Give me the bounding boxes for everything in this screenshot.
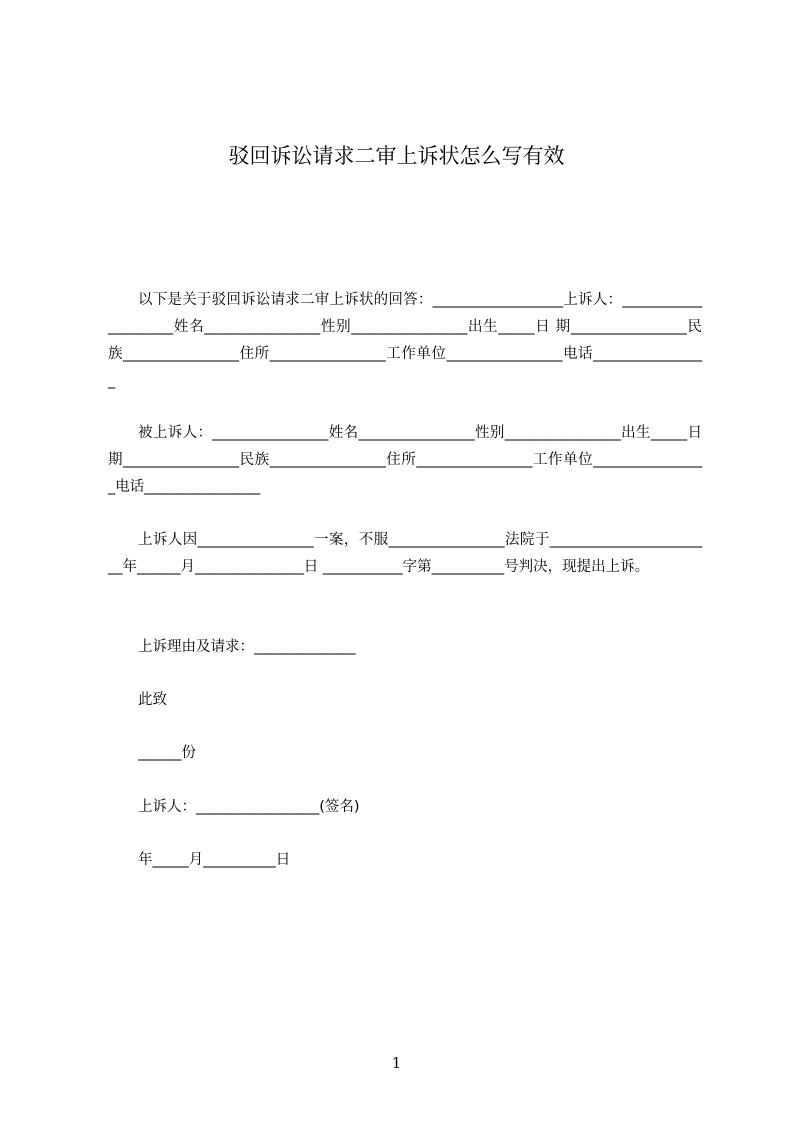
- appeal-reason-line: 上诉理由及请求：______________: [138, 639, 356, 655]
- appeal-statement-paragraph: 上诉人因________________一案，不服________________法院于_______________________年______月_______________日 ___________字第__________号判决，现提出上诉。: [108, 532, 702, 575]
- appellant-info-paragraph: 以下是关于驳回诉讼请求二审上诉状的回答：__________________上诉人：____________________姓名________________性别________________出生_____日 期________________民族________________住所________________工作单位________________电话________________: [108, 292, 702, 389]
- copies-line: ______份: [138, 745, 196, 761]
- appellee-info-paragraph: 被上诉人：________________姓名________________性别________________出生_____日 期________________民族________________住所________________工作单位________________电话________________: [108, 425, 702, 495]
- page-number: 1: [391, 1054, 402, 1072]
- salutation-line: 此致: [138, 692, 167, 708]
- date-line: 年_____月__________日: [138, 852, 291, 868]
- document-title: 驳回诉讼请求二审上诉状怎么写有效: [228, 144, 565, 168]
- signature-line: 上诉人：_________________(签名): [138, 799, 360, 815]
